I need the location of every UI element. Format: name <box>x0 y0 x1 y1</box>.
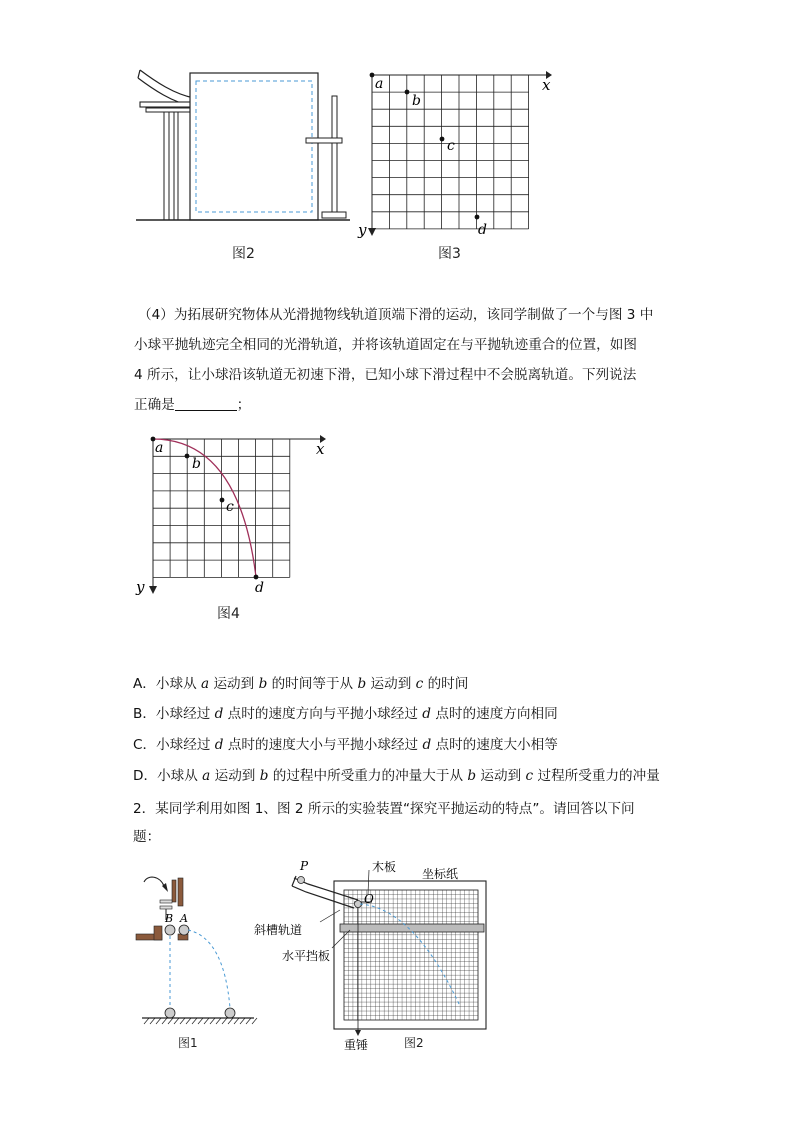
option-a-v2: b <box>258 676 268 692</box>
question-4-text <box>134 300 658 420</box>
option-a-letter: A． <box>133 676 156 692</box>
fig4-axis-x-label: x <box>316 440 325 458</box>
q4-line3: 4 所示，让小球沿该轨道无初速下滑，已知小球下滑过程中不会脱离轨道。下列说法 <box>134 367 637 383</box>
option-d-p4: 运动到 <box>476 768 526 784</box>
figure-caption-bottom-fig2: 图2 <box>404 1036 424 1050</box>
fig4-label-c: c <box>226 499 234 515</box>
option-c-v1: d <box>214 737 224 753</box>
answer-blank[interactable] <box>175 396 237 411</box>
y-axis-arrow-icon <box>368 228 376 236</box>
point-d-dot <box>475 215 480 220</box>
q2-line2: 题： <box>133 829 161 845</box>
question-2-text <box>133 794 693 852</box>
baffle-label: 水平挡板 <box>282 949 331 963</box>
q4-line2: 小球平抛轨迹完全相同的光滑轨道，并将该轨道固定在与平抛轨迹重合的位置，如图 <box>134 337 637 353</box>
fig3-label-d: d <box>478 222 487 238</box>
grid-figure-3 <box>358 66 558 242</box>
q4-line4-suffix: ； <box>236 397 251 413</box>
y-axis-arrow-icon <box>149 586 157 594</box>
option-a[interactable] <box>133 672 468 692</box>
point-b-dot <box>185 454 190 459</box>
option-c-p2: 点时的速度大小与平抛小球经过 <box>223 737 423 753</box>
fig4-label-d: d <box>255 580 264 596</box>
option-b-p1: 小球经过 <box>155 706 215 722</box>
point-c-dot <box>440 137 445 142</box>
fig3-label-a: a <box>375 76 384 92</box>
fig1-label-A: A <box>180 912 188 925</box>
apparatus-figure-2-bottom <box>254 856 490 1056</box>
option-c-letter: C． <box>133 737 157 753</box>
option-d-v4: c <box>525 768 534 784</box>
wood-board-label: 木板 <box>372 860 397 874</box>
option-a-p2: 运动到 <box>209 676 259 692</box>
option-c-p1: 小球经过 <box>156 737 215 753</box>
grid-figure-4 <box>136 430 332 598</box>
point-d-dot <box>254 575 259 580</box>
fig4-grid <box>153 439 290 577</box>
coordinate-paper-label: 坐标纸 <box>422 867 459 881</box>
option-d[interactable] <box>133 764 660 784</box>
apparatus-figure-top <box>136 64 352 226</box>
option-d-p3: 的过程中所受重力的冲量大于从 <box>268 768 468 784</box>
option-d-letter: D． <box>133 768 158 784</box>
option-b-letter: B． <box>133 706 156 722</box>
option-a-v4: c <box>415 676 424 692</box>
option-c[interactable] <box>133 733 558 753</box>
figure-caption-top-fig2: 图2 <box>232 246 255 262</box>
option-d-p5: 过程所受重力的冲量 <box>533 768 660 784</box>
fig3-label-b: b <box>412 93 421 109</box>
q2-line1: 2．某同学利用如图 1、图 2 所示的实验装置“探究平抛运动的特点”。请回答以下问 <box>133 801 635 817</box>
q4-line4-prefix: 正确是 <box>134 397 175 413</box>
option-d-v1: a <box>202 768 211 784</box>
option-a-p4: 运动到 <box>366 676 416 692</box>
fig1-label-B: B <box>165 912 174 925</box>
figure-caption-fig4: 图4 <box>217 606 240 622</box>
q4-line4 <box>134 390 658 420</box>
option-b-v2: d <box>422 706 431 722</box>
figure-caption-bottom-fig1: 图1 <box>178 1036 198 1050</box>
fig4-label-a: a <box>155 440 164 456</box>
option-b-p3: 点时的速度方向相同 <box>431 706 558 722</box>
point-c-dot <box>220 498 225 503</box>
option-a-v1: a <box>201 676 210 692</box>
chute-label: 斜槽轨道 <box>254 923 303 937</box>
fig3-axis-y-label: y <box>358 221 367 239</box>
fig4-axis-y-label: y <box>136 578 145 596</box>
figure-caption-fig3: 图3 <box>438 246 461 262</box>
option-a-p3: 的时间等于从 <box>267 676 358 692</box>
option-b-v1: d <box>214 706 224 722</box>
option-d-p1: 小球从 <box>157 768 203 784</box>
option-c-p3: 点时的速度大小相等 <box>431 737 558 753</box>
fig3-axis-x-label: x <box>542 76 551 94</box>
option-d-v3: b <box>467 768 477 784</box>
option-d-p2: 运动到 <box>210 768 260 784</box>
point-a-dot <box>370 73 375 78</box>
fig2-label-P: P <box>300 859 309 873</box>
option-d-v2: b <box>259 768 269 784</box>
fig3-label-c: c <box>447 138 455 154</box>
apparatus-figure-1 <box>136 872 260 1032</box>
fig4-label-b: b <box>192 456 201 472</box>
q4-line1: （4）为拓展研究物体从光滑抛物线轨道顶端下滑的运动，该同学制做了一个与图 3 中 <box>138 307 654 323</box>
plumb-bob-icon <box>355 1030 361 1036</box>
point-b-dot <box>405 90 410 95</box>
plumb-label: 重锤 <box>344 1038 369 1052</box>
fig2-label-O: O <box>364 892 374 906</box>
option-a-v3: b <box>357 676 367 692</box>
option-a-p1: 小球从 <box>155 676 202 692</box>
option-b-p2: 点时的速度方向与平抛小球经过 <box>223 706 423 722</box>
option-b[interactable] <box>133 702 558 722</box>
ground-hatch <box>144 1018 257 1024</box>
option-c-v2: d <box>422 737 432 753</box>
option-a-p5: 的时间 <box>423 676 469 692</box>
